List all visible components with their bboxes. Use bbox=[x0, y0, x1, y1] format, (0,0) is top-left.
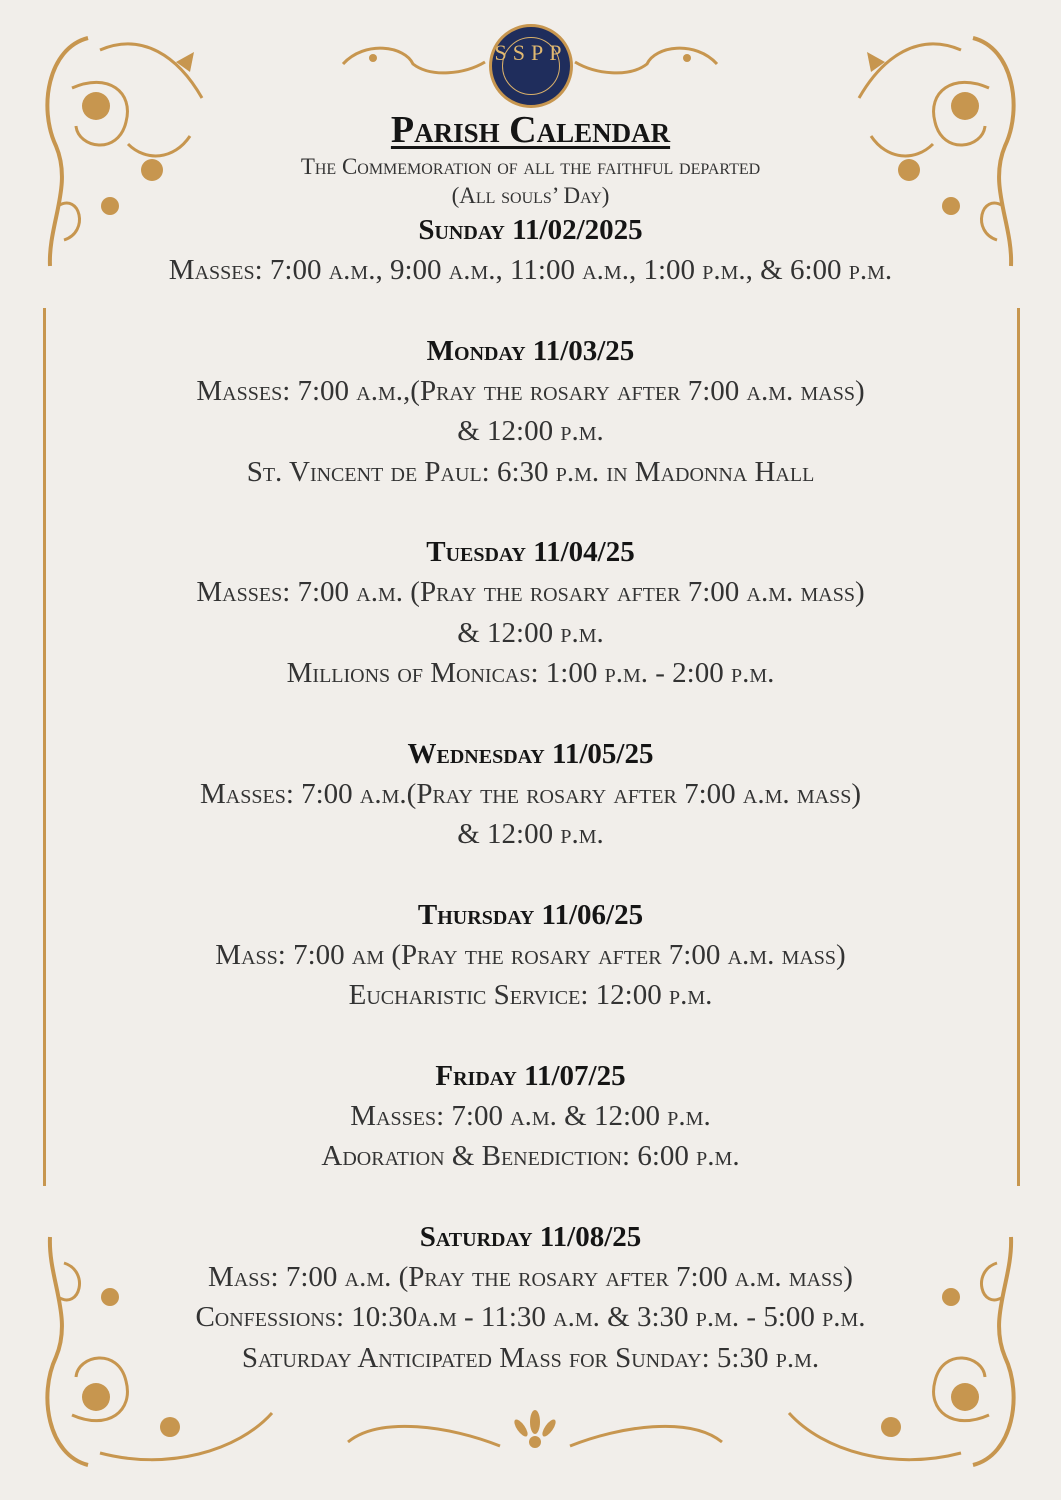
day-heading: Saturday 11/08/25 bbox=[419, 1220, 642, 1253]
logo-monogram: SSPP bbox=[494, 40, 568, 65]
day-friday bbox=[90, 1056, 971, 1177]
day-heading: Tuesday 11/04/25 bbox=[426, 536, 635, 568]
day-heading: Sunday 11/02/2025 bbox=[418, 214, 643, 246]
day-line: Adoration & Benediction: 6:00 p.m. bbox=[321, 1140, 740, 1172]
day-heading: Monday 11/03/25 bbox=[426, 334, 635, 367]
day-line: Eucharistic Service: 12:00 p.m. bbox=[348, 979, 713, 1011]
day-line: & 12:00 p.m. bbox=[457, 818, 604, 850]
day-monday bbox=[90, 331, 971, 493]
day-wednesday bbox=[90, 734, 971, 855]
day-line: Saturday Anticipated Mass for Sunday: 5:30 p.m. bbox=[241, 1341, 820, 1374]
day-tuesday bbox=[90, 532, 971, 694]
parish-logo bbox=[489, 24, 573, 108]
day-line: Masses: 7:00 a.m.(Pray the rosary after 7:00 a.m. mass) bbox=[200, 777, 861, 810]
day-heading: Wednesday 11/05/25 bbox=[407, 737, 654, 770]
day-line: Mass: 7:00 am (Pray the rosary after 7:00 a.m. mass) bbox=[215, 938, 846, 971]
day-line: Masses: 7:00 a.m. & 12:00 p.m. bbox=[350, 1099, 711, 1132]
day-line: Masses: 7:00 a.m. (Pray the rosary after 7:00 a.m. mass) bbox=[196, 576, 865, 608]
subtitle-line-1: The Commemoration of all the faithful departed bbox=[300, 154, 761, 179]
calendar-content bbox=[90, 108, 971, 1378]
day-sunday bbox=[90, 210, 971, 291]
day-line: & 12:00 p.m. bbox=[457, 415, 604, 447]
bottom-center-flourish bbox=[340, 1408, 730, 1468]
day-line: & 12:00 p.m. bbox=[457, 616, 604, 649]
day-line: St. Vincent de Paul: 6:30 p.m. in Madonna Hall bbox=[246, 455, 815, 488]
day-line: Mass: 7:00 a.m. (Pray the rosary after 7:00 a.m. mass) bbox=[208, 1260, 853, 1293]
day-heading: Thursday 11/06/25 bbox=[417, 898, 644, 931]
left-border-rule bbox=[43, 308, 46, 1186]
right-border-rule bbox=[1017, 308, 1020, 1186]
day-thursday bbox=[90, 895, 971, 1016]
day-line: Masses: 7:00 a.m.,(Pray the rosary after 7:00 a.m. mass) bbox=[196, 374, 865, 407]
day-line: Masses: 7:00 a.m., 9:00 a.m., 11:00 a.m., 1:00 p.m., & 6:00 p.m. bbox=[168, 254, 893, 286]
day-line: Millions of Monicas: 1:00 p.m. - 2:00 p.m. bbox=[286, 657, 775, 689]
subtitle-line-2: (All souls’ Day) bbox=[451, 183, 610, 208]
page-title: Parish Calendar bbox=[390, 109, 671, 151]
day-heading: Friday 11/07/25 bbox=[435, 1059, 626, 1092]
day-line: Confessions: 10:30a.m - 11:30 a.m. & 3:30 p.m. - 5:00 p.m. bbox=[195, 1301, 866, 1333]
day-saturday bbox=[90, 1217, 971, 1379]
